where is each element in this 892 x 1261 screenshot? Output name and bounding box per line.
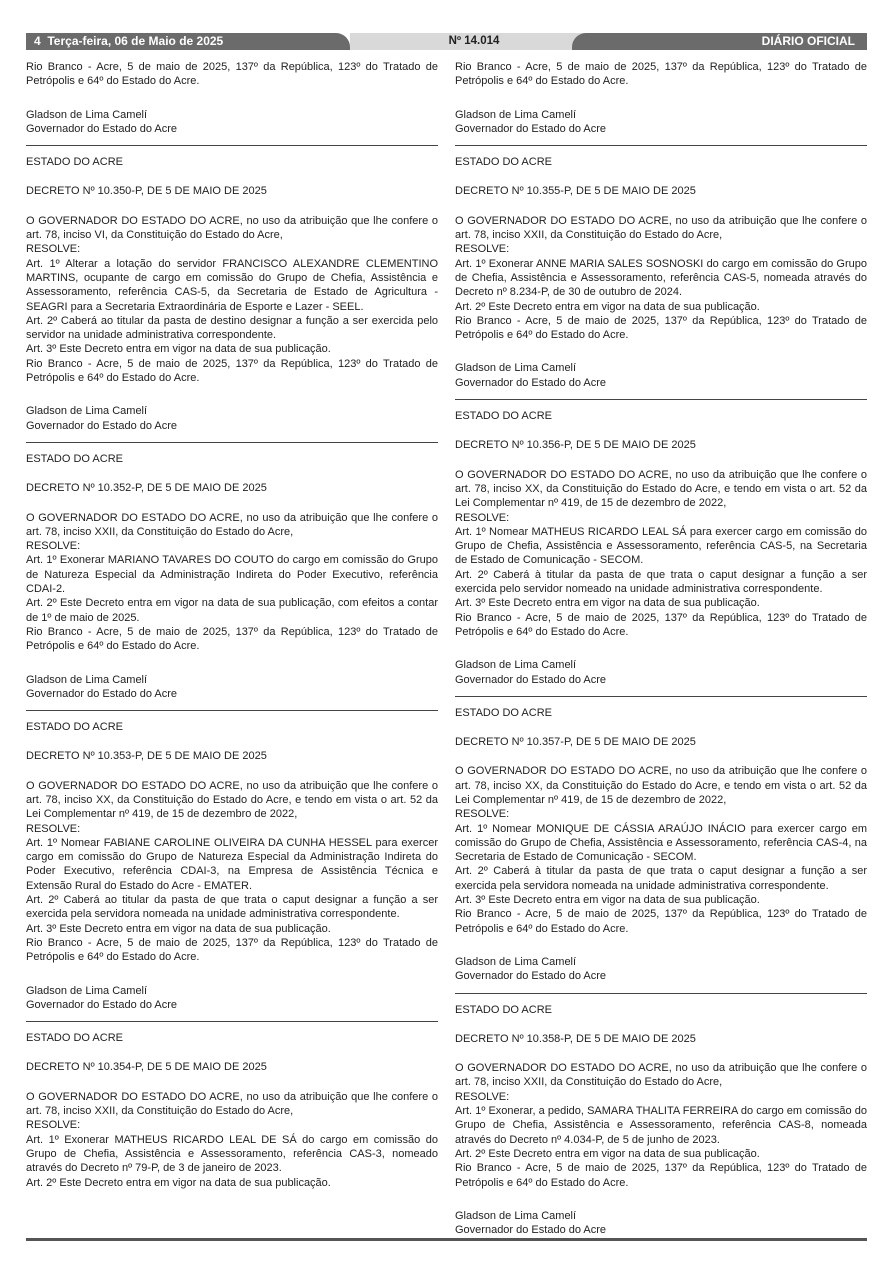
decree-preamble: O GOVERNADOR DO ESTADO DO ACRE, no uso da atribuição que lhe confere o art. 78, inciso XXII, da Constituição do Estado do Acre, <box>26 511 438 538</box>
closing-text: Rio Branco - Acre, 5 de maio de 2025, 137º da República, 123º do Tratado de Petrópolis e 64º do Estado do Acre. <box>26 936 438 964</box>
signature-name: Gladson de Lima Camelí <box>26 673 148 686</box>
decree-article: Art. 1º Nomear FABIANE CAROLINE OLIVEIRA DA CUNHA HESSEL para exercer cargo em comissão do Grupo de Natureza Especial da Administração Indireta do Poder Executivo, referência CDAI-3, na Empresa de Assistência Técnica e Extensão Rural do Estado do Acre - EMATER. <box>26 836 438 892</box>
page-bottom-rule <box>26 1238 867 1241</box>
header-left-cap <box>316 33 350 50</box>
signature-role: Governador do Estado do Acre <box>455 673 607 686</box>
decree-title: DECRETO Nº 10.352-P, DE 5 DE MAIO DE 2025 <box>26 482 267 495</box>
state-heading: ESTADO DO ACRE <box>26 721 123 734</box>
decree-article: Art. 1º Exonerar ANNE MARIA SALES SOSNOSKI do cargo em comissão do Grupo de Chefia, Assistência e Assessoramento, referência CAS-5, nomeada através do Decreto nº 8.234-P, de 30 de outubro de 2024. <box>455 257 867 299</box>
header-date-bar <box>26 33 322 50</box>
signature-role: Governador do Estado do Acre <box>455 1224 607 1237</box>
decree-10356 <box>455 409 867 687</box>
decree-preamble: O GOVERNADOR DO ESTADO DO ACRE, no uso da atribuição que lhe confere o art. 78, inciso XX, da Constituição do Estado do Acre, e tendo em vista o art. 52 da Lei Complementar nº 419, de 15 de dezembro de 2022, <box>26 779 438 821</box>
decree-article: Art. 3º Este Decreto entra em vigor na data de sua publicação. <box>455 597 760 610</box>
signature-role: Governador do Estado do Acre <box>26 998 178 1011</box>
state-heading: ESTADO DO ACRE <box>455 706 552 719</box>
signature-role: Governador do Estado do Acre <box>455 122 607 135</box>
signature-name: Gladson de Lima Camelí <box>455 955 577 968</box>
closing-text: Rio Branco - Acre, 5 de maio de 2025, 137º da República, 123º do Tratado de Petrópolis e 64º do Estado do Acre. <box>455 611 867 638</box>
decree-resolve: RESOLVE: <box>455 808 510 821</box>
decree-resolve: RESOLVE: <box>26 540 81 553</box>
decree-resolve: RESOLVE: <box>26 243 81 256</box>
state-heading: ESTADO DO ACRE <box>455 1003 552 1016</box>
page-header <box>26 33 867 50</box>
section-divider <box>455 696 867 697</box>
decree-preamble: O GOVERNADOR DO ESTADO DO ACRE, no uso da atribuição que lhe confere o art. 78, inciso XXII, da Constituição do Estado do Acre, <box>26 1090 438 1118</box>
decree-article: Art. 3º Este Decreto entra em vigor na data de sua publicação. <box>455 894 760 907</box>
signature-block <box>26 984 438 1013</box>
decree-10353 <box>26 720 438 1012</box>
closing-text: Rio Branco - Acre, 5 de maio de 2025, 137º da República, 123º do Tratado de Petrópolis e 64º do Estado do Acre. <box>455 1162 867 1189</box>
page-number: 4 <box>34 34 41 48</box>
decree-title: DECRETO Nº 10.350-P, DE 5 DE MAIO DE 2025 <box>26 185 267 198</box>
state-heading: ESTADO DO ACRE <box>26 1032 123 1045</box>
signature-block <box>455 361 867 390</box>
decree-article: Art. 2º Caberá à titular da pasta de que trata o caput designar a função a ser exercida pela servidora nomeada na unidade administrativa correspondente. <box>455 865 867 892</box>
decree-10355 <box>455 155 867 390</box>
decree-article: Art. 1º Exonerar, a pedido, SAMARA THALITA FERREIRA do cargo em comissão do Grupo de Chefia, Assistência e Assessoramento, referência CAS-8, nomeada através do Decreto nº 4.034-P, de 5 de junho de 2023. <box>455 1105 867 1146</box>
publication-name: DIÁRIO OFICIAL <box>606 33 867 50</box>
signature-name: Gladson de Lima Camelí <box>26 108 148 121</box>
closing-text: Rio Branco - Acre, 5 de maio de 2025, 137º da República, 123º do Tratado de Petrópolis e 64º do Estado do Acre. <box>26 357 438 385</box>
decree-10350 <box>26 155 438 433</box>
closing-text: Rio Branco - Acre, 5 de maio de 2025, 137º da República, 123º do Tratado de Petrópolis e 64º do Estado do Acre. <box>26 61 438 88</box>
decree-article: Art. 2º Este Decreto entra em vigor na data de sua publicação. <box>455 300 760 313</box>
signature-block <box>455 108 867 137</box>
decree-preamble: O GOVERNADOR DO ESTADO DO ACRE, no uso da atribuição que lhe confere o art. 78, inciso VI, da Constituição do Estado do Acre, <box>26 214 438 242</box>
signature-block <box>26 108 438 137</box>
section-divider <box>455 993 867 994</box>
decree-article: Art. 1º Nomear MATHEUS RICARDO LEAL SÁ para exercer cargo em comissão do Grupo de Chefia, Assistência e Assessoramento, referência CAS-5, na Secretaria de Estado de Comunicação - SECOM. <box>455 525 867 567</box>
decree-preamble: O GOVERNADOR DO ESTADO DO ACRE, no uso da atribuição que lhe confere o art. 78, inciso XXII, da Constituição do Estado do Acre, <box>455 1062 867 1089</box>
decree-title: DECRETO Nº 10.357-P, DE 5 DE MAIO DE 2025 <box>455 736 696 749</box>
signature-name: Gladson de Lima Camelí <box>455 659 577 672</box>
decree-title: DECRETO Nº 10.356-P, DE 5 DE MAIO DE 2025 <box>455 439 696 452</box>
signature-role: Governador do Estado do Acre <box>455 970 607 983</box>
closing-text: Rio Branco - Acre, 5 de maio de 2025, 137º da República, 123º do Tratado de Petrópolis e 64º do Estado do Acre. <box>455 61 867 88</box>
decree-10352 <box>26 452 438 701</box>
decree-preamble: O GOVERNADOR DO ESTADO DO ACRE, no uso da atribuição que lhe confere o art. 78, inciso XXII, da Constituição do Estado do Acre, <box>455 214 867 242</box>
header-date: Terça-feira, 06 de Maio de 2025 <box>47 34 224 48</box>
state-heading: ESTADO DO ACRE <box>455 410 552 423</box>
left-column <box>26 60 438 1190</box>
decree-title: DECRETO Nº 10.354-P, DE 5 DE MAIO DE 2025 <box>26 1061 267 1074</box>
state-heading: ESTADO DO ACRE <box>455 156 552 169</box>
signature-name: Gladson de Lima Camelí <box>26 405 148 418</box>
signature-role: Governador do Estado do Acre <box>26 419 178 432</box>
decree-title: DECRETO Nº 10.353-P, DE 5 DE MAIO DE 2025 <box>26 750 267 763</box>
state-heading: ESTADO DO ACRE <box>26 452 123 465</box>
signature-role: Governador do Estado do Acre <box>455 376 607 389</box>
signature-name: Gladson de Lima Camelí <box>455 108 577 121</box>
decree-article: Art. 1º Exonerar MATHEUS RICARDO LEAL DE SÁ do cargo em comissão do Grupo de Chefia, Assistência e Assessoramento, referência CAS-3, nomeado através do Decreto nº 79-P, de 3 de janeiro de 2023. <box>26 1133 438 1175</box>
decree-article: Art. 2º Este Decreto entra em vigor na data de sua publicação. <box>26 1176 331 1189</box>
decree-title: DECRETO Nº 10.355-P, DE 5 DE MAIO DE 2025 <box>455 185 696 198</box>
decree-article: Art. 2º Este Decreto entra em vigor na data de sua publicação, com efeitos a contar de 1º de maio de 2025. <box>26 597 438 624</box>
decree-10357 <box>455 706 867 984</box>
decree-article: Art. 2º Caberá ao titular da pasta de destino designar a função a ser exercida pelo servidor na unidade administrativa correspondente. <box>26 314 438 342</box>
section-divider <box>455 145 867 146</box>
issue-number: Nº 14.014 <box>350 33 598 50</box>
decree-10354 <box>26 1031 438 1190</box>
decree-article: Art. 1º Nomear MONIQUE DE CÁSSIA ARAÚJO INÁCIO para exercer cargo em comissão do Grupo de Chefia, Assistência e Assessoramento, referência CAS-4, na Secretaria de Estado de Comunicação - SECOM. <box>455 822 867 864</box>
signature-name: Gladson de Lima Camelí <box>455 1209 577 1222</box>
right-column <box>455 60 867 1237</box>
decree-resolve: RESOLVE: <box>455 1090 510 1103</box>
decree-preamble: O GOVERNADOR DO ESTADO DO ACRE, no uso da atribuição que lhe confere o art. 78, inciso XX, da Constituição do Estado do Acre, e tendo em vista o art. 52 da Lei Complementar nº 419, de 15 de dezembro de 2022, <box>455 765 867 806</box>
decree-resolve: RESOLVE: <box>455 243 510 256</box>
decree-article: Art. 3º Este Decreto entra em vigor na data de sua publicação. <box>26 343 331 356</box>
decree-article: Art. 1º Alterar a lotação do servidor FRANCISCO ALEXANDRE CLEMENTINO MARTINS, ocupante de cargo em comissão do Grupo de Chefia, Assistência e Assessoramento, referência CAS-5, da Secretaria de Estado de Agricultura - SEAGRI para a Secretaria Extraordinária de Esporte e Lazer - SEEL. <box>26 257 438 313</box>
decree-resolve: RESOLVE: <box>26 822 81 835</box>
signature-block <box>26 404 438 433</box>
signature-name: Gladson de Lima Camelí <box>455 362 577 375</box>
closing-text: Rio Branco - Acre, 5 de maio de 2025, 137º da República, 123º do Tratado de Petrópolis e 64º do Estado do Acre. <box>455 908 867 935</box>
decree-article: Art. 3º Este Decreto entra em vigor na data de sua publicação. <box>26 922 331 935</box>
decree-resolve: RESOLVE: <box>455 511 510 524</box>
signature-block <box>455 955 867 984</box>
closing-text: Rio Branco - Acre, 5 de maio de 2025, 137º da República, 123º do Tratado de Petrópolis e 64º do Estado do Acre. <box>26 625 438 653</box>
closing-text: Rio Branco - Acre, 5 de maio de 2025, 137º da República, 123º do Tratado de Petrópolis e 64º do Estado do Acre. <box>455 314 867 342</box>
decree-article: Art. 2º Caberá ao titular da pasta de que trata o caput designar a função a ser exercida pela servidora nomeada na unidade administrativa correspondente. <box>26 894 438 921</box>
decree-article: Art. 1º Exonerar MARIANO TAVARES DO COUTO do cargo em comissão do Grupo de Natureza Especial da Administração Indireta do Poder Executivo, referência CDAI-2. <box>26 554 438 596</box>
signature-block <box>26 673 438 702</box>
section-divider <box>26 1021 438 1022</box>
section-divider <box>455 399 867 400</box>
section-divider <box>26 710 438 711</box>
decree-resolve: RESOLVE: <box>26 1119 81 1132</box>
signature-block <box>455 1209 867 1238</box>
section-divider <box>26 442 438 443</box>
signature-block <box>455 658 867 687</box>
decree-10358 <box>455 1003 867 1238</box>
decree-preamble: O GOVERNADOR DO ESTADO DO ACRE, no uso da atribuição que lhe confere o art. 78, inciso XX, da Constituição do Estado do Acre, e tendo em vista o art. 52 da Lei Complementar nº 419, de 15 de dezembro de 2022, <box>455 468 867 510</box>
signature-role: Governador do Estado do Acre <box>26 122 178 135</box>
section-divider <box>26 145 438 146</box>
decree-article: Art. 2º Este Decreto entra em vigor na data de sua publicação. <box>455 1147 760 1160</box>
state-heading: ESTADO DO ACRE <box>26 156 123 169</box>
decree-article: Art. 2º Caberá à titular da pasta de que trata o caput designar a função a ser exercida pelo servidor nomeado na unidade administrativa correspondente. <box>455 568 867 596</box>
signature-name: Gladson de Lima Camelí <box>26 984 148 997</box>
decree-title: DECRETO Nº 10.358-P, DE 5 DE MAIO DE 2025 <box>455 1032 696 1045</box>
signature-role: Governador do Estado do Acre <box>26 687 178 700</box>
